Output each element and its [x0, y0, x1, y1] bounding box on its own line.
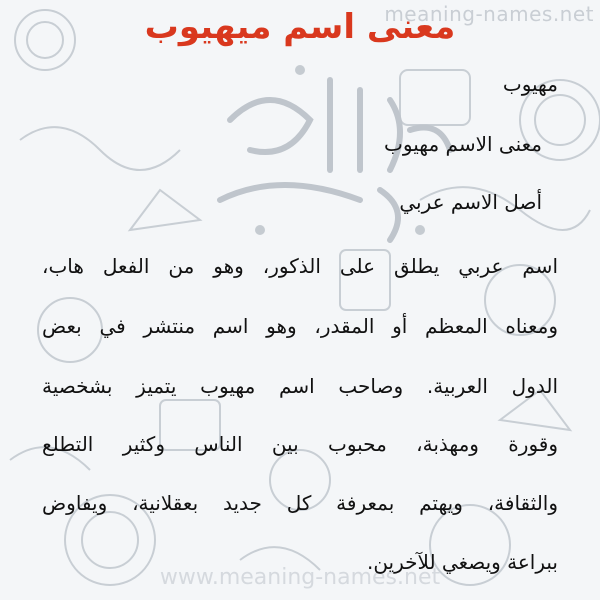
- name-line: مهيوب: [502, 72, 558, 96]
- description-line: ومعناه المعظم أو المقدر، وهو اسم منتشر في بعض: [42, 314, 558, 338]
- meaning-line: معنى الاسم مهيوب: [384, 132, 542, 156]
- description-line: اسم عربي يطلق على الذكور، وهو من الفعل هاب،: [42, 254, 558, 278]
- description-line: وقورة ومهذبة، محبوب بين الناس وكثير التطلع: [42, 432, 558, 456]
- description-line: الدول العربية. وصاحب اسم مهيوب يتميز بشخصية: [42, 374, 558, 398]
- header-watermark: meaning-names.net: [384, 2, 594, 26]
- page-title: معنى اسم ميهيوب: [144, 7, 456, 47]
- description-line: ببراعة ويصغي للآخرين.: [366, 550, 558, 574]
- description-line: والثقافة، ويهتم بمعرفة كل جديد بعقلانية، ويفاوض: [42, 491, 558, 515]
- footer-watermark: www.meaning-names.net: [159, 565, 441, 590]
- origin-line: أصل الاسم عربي: [399, 190, 542, 214]
- header-bar: [0, 0, 600, 54]
